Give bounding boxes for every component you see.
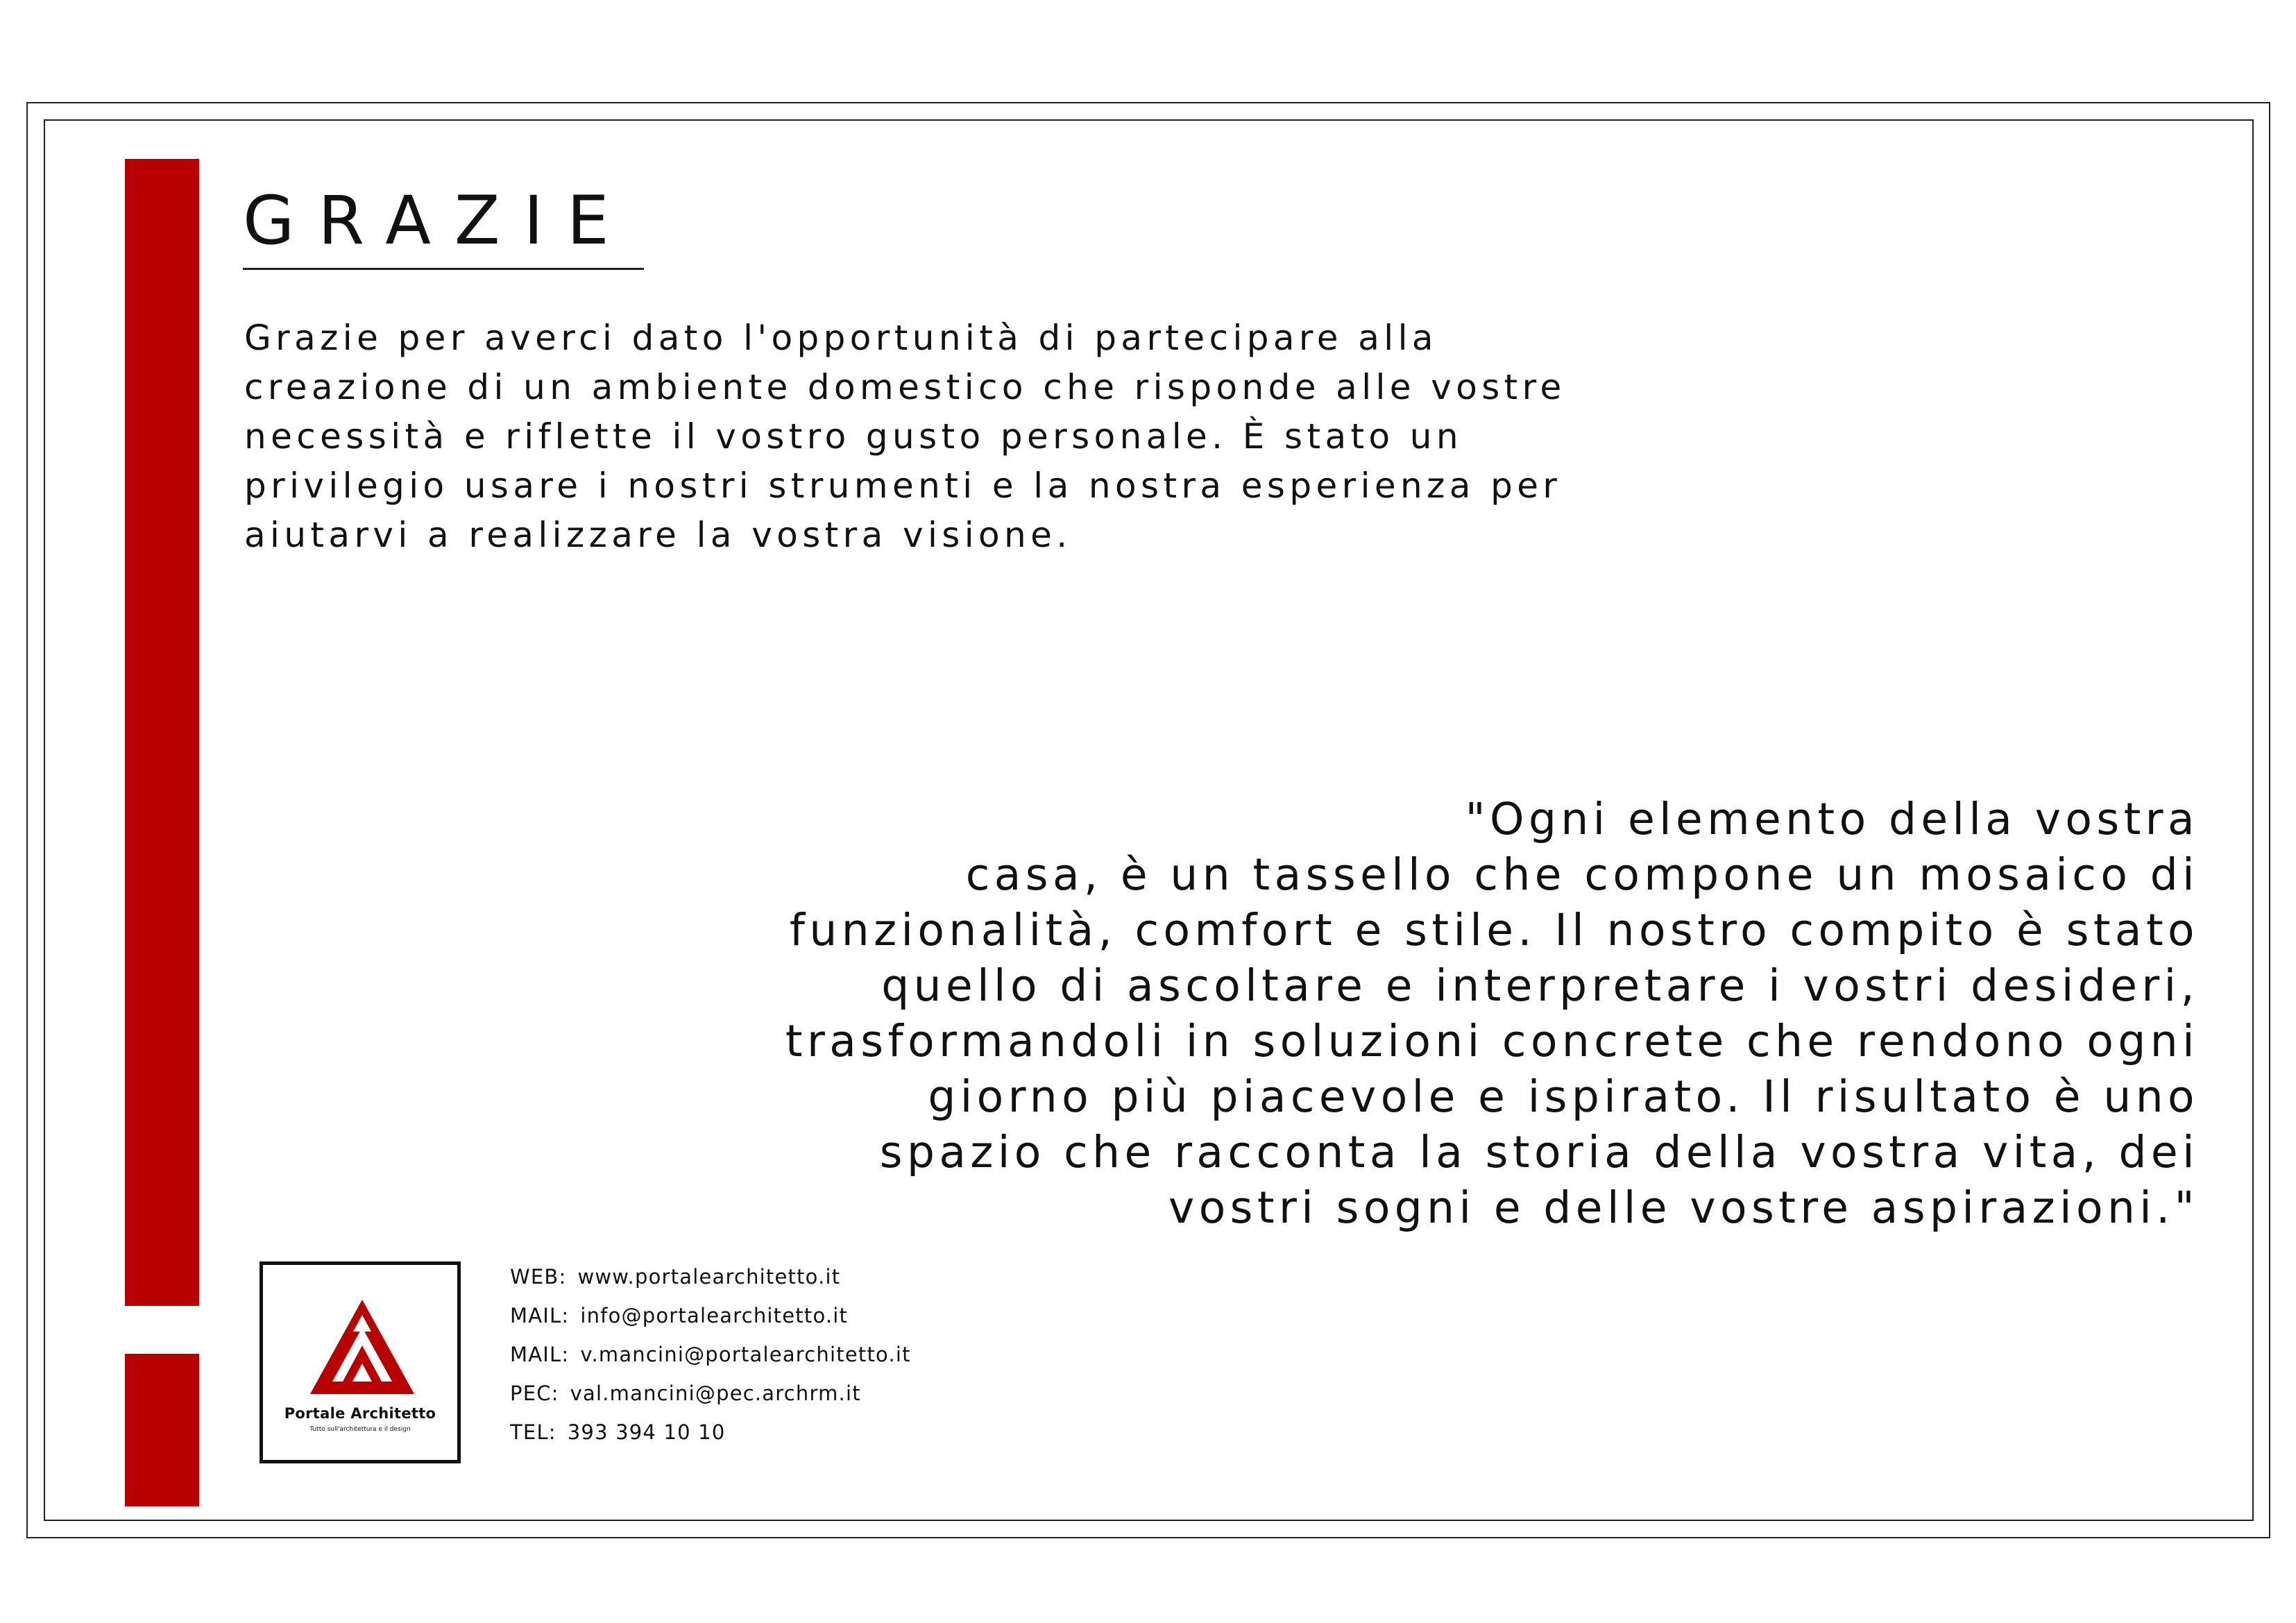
contact-list (510, 1257, 911, 1452)
contact-value[interactable]: www.portalearchitetto.it (577, 1265, 841, 1289)
intro-line: creazione di un ambiente domestico che risponde alle vostre (244, 367, 1566, 407)
accent-bar-top (125, 159, 199, 1306)
triangle-m-logo-icon (310, 1300, 414, 1394)
quote-line: quello di ascoltare e interpretare i vostri desideri, (881, 960, 2199, 1011)
contact-web (510, 1257, 911, 1296)
quote-line: giorno più piacevole e ispirato. Il risultato è uno (928, 1071, 2199, 1122)
contact-value[interactable]: val.mancini@pec.archrm.it (570, 1382, 861, 1405)
contact-label: MAIL: (510, 1343, 570, 1366)
contact-pec (510, 1374, 911, 1413)
contact-value[interactable]: info@portalearchitetto.it (580, 1304, 849, 1327)
quote-block (785, 792, 2199, 1236)
contact-mail-secondary (510, 1335, 911, 1374)
intro-line: Grazie per averci dato l'opportunità di partecipare alla (244, 318, 1438, 358)
quote-line: trasformandoli in soluzioni concrete che rendono ogni (785, 1016, 2199, 1067)
intro-line: necessità e riflette il vostro gusto personale. È stato un (244, 416, 1463, 457)
quote-line: casa, è un tassello che compone un mosaico di (965, 849, 2199, 900)
quote-line: "Ogni elemento della vostra (1465, 794, 2199, 844)
company-logo (260, 1261, 461, 1463)
contact-value[interactable]: 393 394 10 10 (567, 1420, 726, 1444)
contact-mail (510, 1296, 911, 1335)
page-title: GRAZIE (243, 182, 633, 260)
quote-line: funzionalità, comfort e stile. Il nostro compito è stato (789, 905, 2199, 955)
contact-label: TEL: (510, 1420, 556, 1444)
contact-value[interactable]: v.mancini@portalearchitetto.it (580, 1343, 911, 1366)
logo-name: Portale Architetto (284, 1405, 436, 1422)
intro-paragraph (244, 314, 1566, 560)
quote-line: spazio che racconta la storia della vostra vita, dei (879, 1127, 2199, 1178)
accent-bar-bottom (125, 1354, 199, 1506)
title-underline (243, 268, 644, 270)
intro-line: aiutarvi a realizzare la vostra visione. (244, 515, 1072, 555)
contact-label: WEB: (510, 1265, 567, 1289)
contact-tel (510, 1413, 911, 1452)
intro-line: privilegio usare i nostri strumenti e la nostra esperienza per (244, 466, 1562, 506)
contact-label: MAIL: (510, 1304, 570, 1327)
quote-line: vostri sogni e delle vostre aspirazioni." (1168, 1182, 2199, 1233)
logo-tagline: Tutto sull'architettura e il design (309, 1426, 411, 1433)
contact-label: PEC: (510, 1382, 559, 1405)
